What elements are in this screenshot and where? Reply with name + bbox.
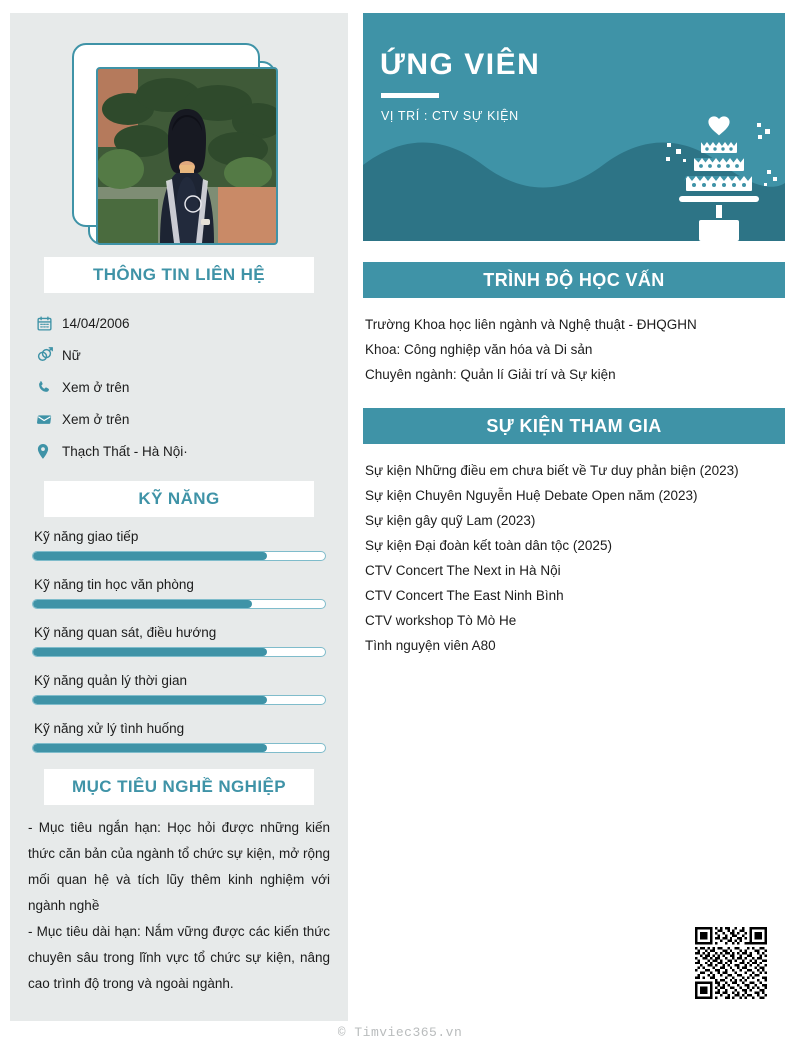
calendar-icon: [36, 315, 62, 332]
event-line: Sự kiện gây quỹ Lam (2023): [365, 513, 536, 528]
main-column: [363, 13, 785, 658]
event-line: Tình nguyện viên A80: [365, 638, 496, 653]
objective-long-term: - Mục tiêu dài hạn: Nắm vững được các kiến thức chuyên sâu trong lĩnh vực tổ chức sự kiện, nâng cao trình độ trong và ngoài ngành.: [28, 924, 330, 991]
education-body: [363, 298, 785, 387]
contact-value: Xem ở trên: [62, 411, 130, 427]
skill-bar-fill: [33, 648, 267, 656]
contact-value: 14/04/2006: [62, 315, 130, 331]
skill-label: Kỹ năng quan sát, điều hướng: [34, 625, 217, 640]
education-line: Trường Khoa học liên ngành và Nghệ thuật - ĐHQGHN: [365, 317, 697, 332]
gender-icon: [36, 346, 62, 364]
contact-value: Thạch Thất - Hà Nội·: [62, 443, 188, 459]
page-title: ỨNG VIÊN: [380, 48, 541, 81]
education-section: [363, 262, 785, 387]
phone-icon: [36, 379, 62, 395]
footer-copyright: © Timviec365.vn: [337, 1025, 463, 1040]
skill-label: Kỹ năng xử lý tình huống: [34, 721, 185, 736]
skill-bar-fill: [33, 600, 252, 608]
events-section: [363, 408, 785, 658]
skill-label: Kỹ năng giao tiếp: [34, 529, 139, 544]
skill-label: Kỹ năng quản lý thời gian: [34, 673, 187, 688]
candidate-photo: [96, 67, 278, 245]
sidebar: [10, 13, 348, 1021]
skill-bar: [32, 743, 326, 753]
hero-banner: [363, 13, 785, 241]
skill-bar-fill: [33, 696, 267, 704]
contact-item-gender: [36, 339, 348, 371]
location-pin-icon: [36, 443, 62, 460]
objective-short-term: - Mục tiêu ngắn hạn: Học hỏi được những kiến thức căn bản của ngành tổ chức sự kiện, mở rộng mối quan hệ và tích lũy thêm kinh nghiệm với ngành nghề: [28, 820, 330, 913]
event-line: Sự kiện Chuyên Nguyễn Huệ Debate Open năm (2023): [365, 488, 698, 503]
contact-item-email[interactable]: [36, 403, 348, 435]
skill-bar: [32, 695, 326, 705]
contact-title: THÔNG TIN LIÊN HỆ: [44, 257, 314, 293]
email-icon: [36, 411, 62, 428]
skill-item: [32, 625, 326, 657]
event-line: CTV Concert The Next in Hà Nội: [365, 563, 561, 578]
event-line: Sự kiện Đại đoàn kết toàn dân tộc (2025): [365, 538, 612, 553]
event-line: Sự kiện Những điều em chưa biết về Tư duy phản biện (2023): [365, 463, 739, 478]
skill-bar-fill: [33, 552, 267, 560]
objective-body: [10, 805, 348, 997]
objective-section: [10, 769, 348, 997]
skill-bar: [32, 647, 326, 657]
skills-list: [10, 517, 348, 753]
contact-value: Nữ: [62, 347, 81, 363]
contact-item-address: [36, 435, 348, 467]
education-line: Chuyên ngành: Quản lí Giải trí và Sự kiện: [365, 367, 616, 382]
hero-position: VỊ TRÍ : CTV SỰ KIỆN: [381, 109, 519, 123]
education-title: TRÌNH ĐỘ HỌC VẤN: [363, 262, 785, 298]
event-line: CTV workshop Tò Mò He: [365, 613, 517, 628]
education-line: Khoa: Công nghiệp văn hóa và Di sản: [365, 342, 593, 357]
skills-section: [10, 481, 348, 753]
events-title: SỰ KIỆN THAM GIA: [363, 408, 785, 444]
contact-value: Xem ở trên: [62, 379, 130, 395]
contact-list: [10, 307, 348, 467]
events-body: [363, 444, 785, 658]
skill-bar: [32, 599, 326, 609]
wedding-cake-icon: [659, 115, 779, 241]
skill-bar-fill: [33, 744, 267, 752]
qr-code-icon[interactable]: [693, 927, 769, 999]
contact-item-phone[interactable]: [36, 371, 348, 403]
skill-item: [32, 673, 326, 705]
skill-item: [32, 529, 326, 561]
contact-section: [10, 257, 348, 467]
skill-item: [32, 577, 326, 609]
title-underline: [381, 93, 439, 98]
objective-title: MỤC TIÊU NGHỀ NGHIỆP: [44, 769, 314, 805]
skill-item: [32, 721, 326, 753]
skills-title: KỸ NĂNG: [44, 481, 314, 517]
photo-frames: [26, 31, 332, 257]
event-line: CTV Concert The East Ninh Bình: [365, 588, 564, 603]
contact-item-birthday: [36, 307, 348, 339]
skill-bar: [32, 551, 326, 561]
skill-label: Kỹ năng tin học văn phòng: [34, 577, 194, 592]
